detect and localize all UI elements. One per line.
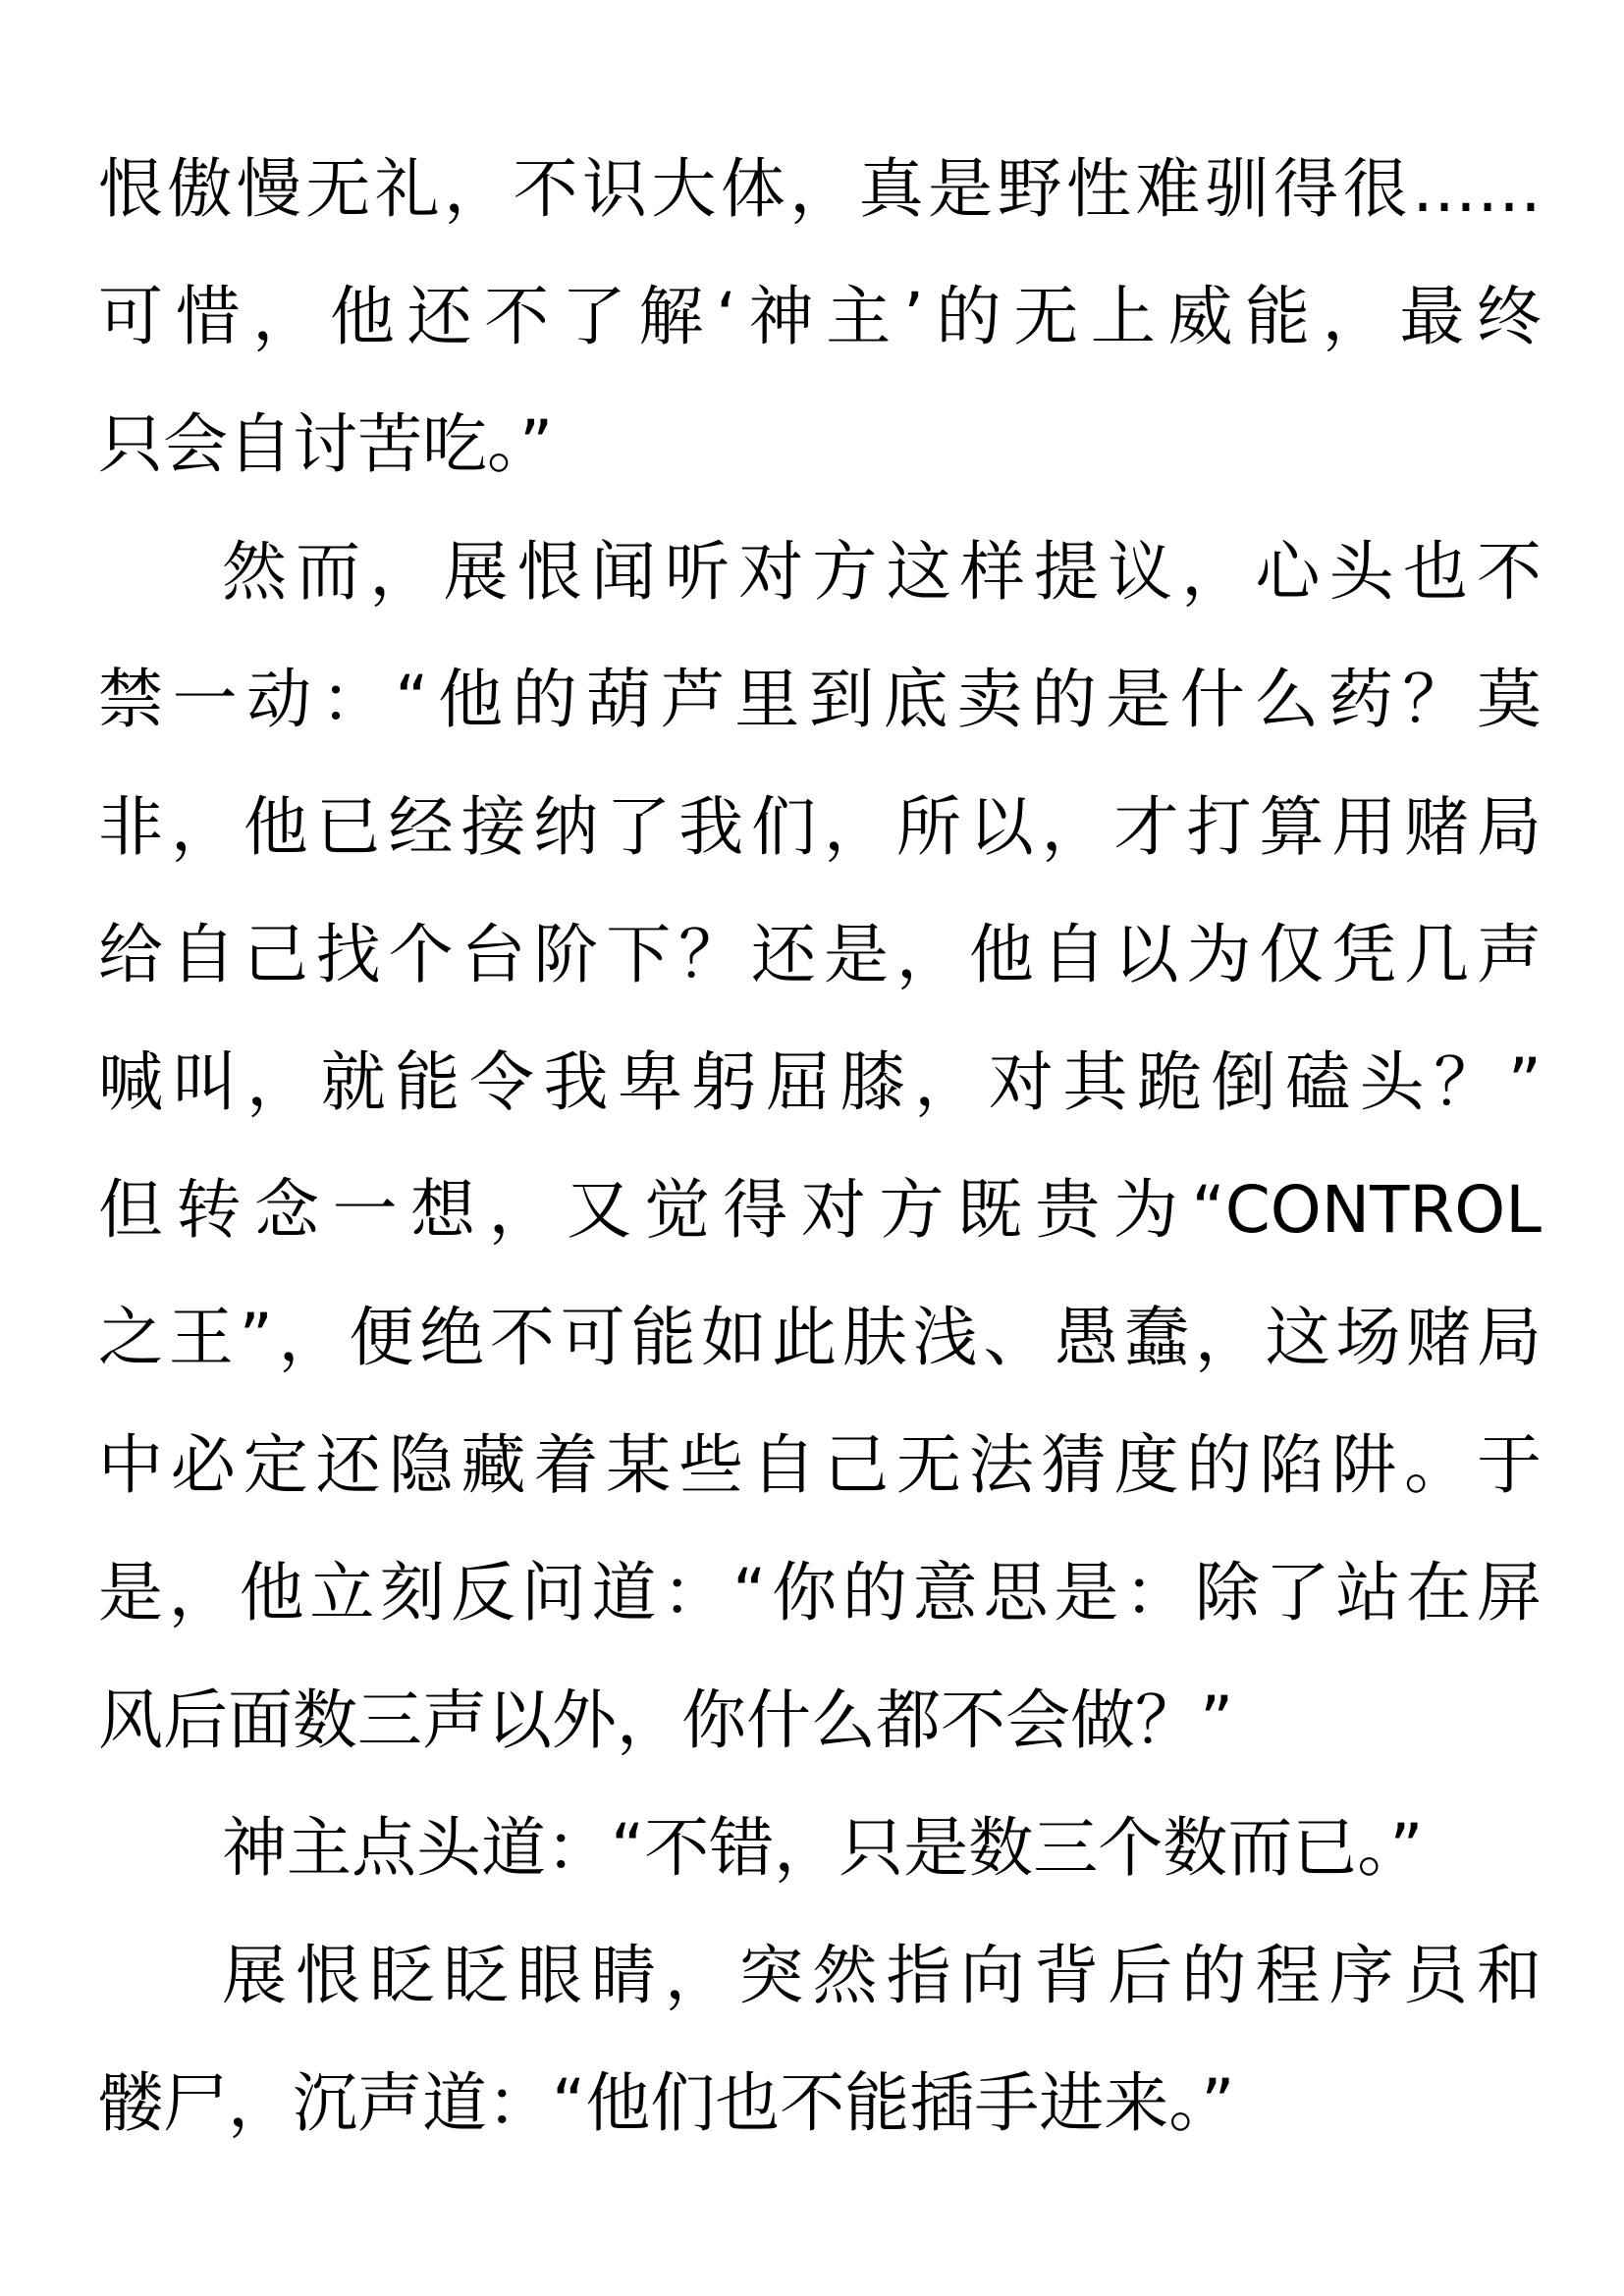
text-line: 中必定还隐藏着某些自己无法猜度的陷阱。于 — [98, 1427, 1542, 1503]
text-line: 只会自讨苦吃。” — [98, 406, 554, 482]
text-line: 然而，展恨闻听对方这样提议，心头也不 — [222, 534, 1542, 610]
text-line: 展恨眨眨眼睛，突然指向背后的程序员和 — [222, 1938, 1542, 2013]
text-line: 恨傲慢无礼，不识大体，真是野性难驯得很…… — [98, 151, 1542, 227]
text-line: 给自己找个台阶下？还是，他自以为仅凭几声 — [98, 917, 1542, 992]
text-line: 非，他已经接纳了我们，所以，才打算用赌局 — [98, 789, 1542, 865]
text-line: 但转念一想，又觉得对方既贵为“CONTROL — [98, 1172, 1542, 1248]
body-text — [98, 126, 1542, 2167]
text-line: 神主点头道：“不错，只是数三个数而已。” — [222, 1810, 1424, 1886]
text-line: 髅尸，沉声道：“他们也不能插手进来。” — [98, 2065, 1235, 2141]
text-line: 是，他立刻反问道：“你的意思是：除了站在屏 — [98, 1555, 1542, 1630]
text-line: 之王”，便绝不可能如此肤浅、愚蠢，这场赌局 — [98, 1300, 1542, 1375]
text-line: 风后面数三声以外，你什么都不会做？” — [98, 1682, 1234, 1758]
text-line: 喊叫，就能令我卑躬屈膝，对其跪倒磕头？” — [98, 1044, 1542, 1120]
text-line: 可惜，他还不了解‘神主’的无上威能，最终 — [98, 279, 1542, 354]
text-line: 禁一动：“他的葫芦里到底卖的是什么药？莫 — [98, 662, 1542, 737]
